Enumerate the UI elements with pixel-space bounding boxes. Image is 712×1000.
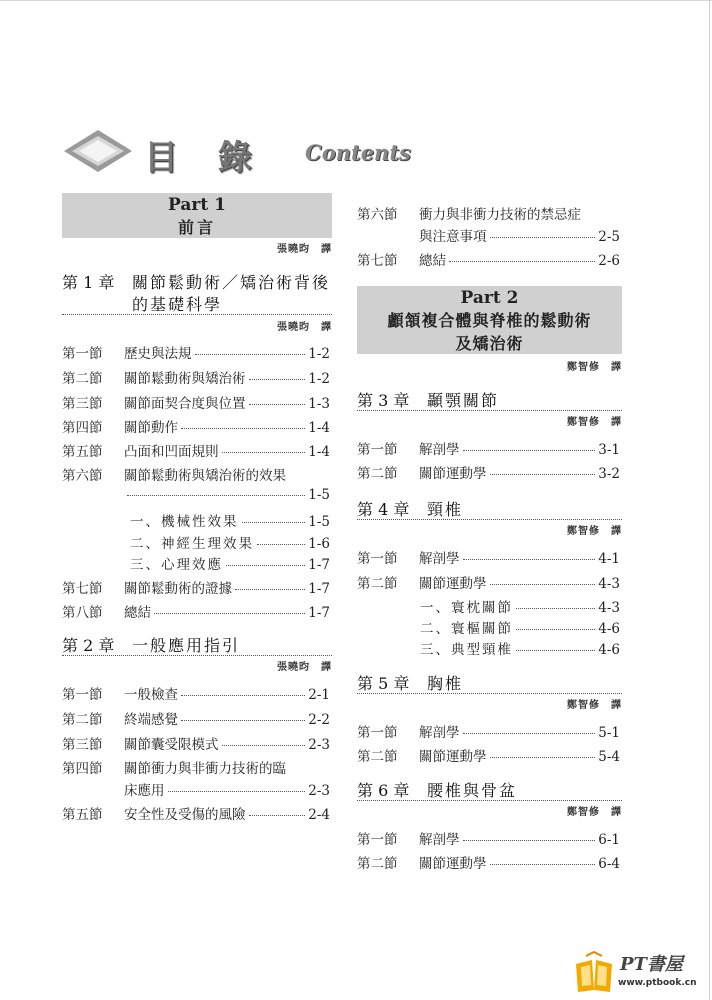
toc-subentry[interactable]: 二、神經生理效果 1-6 [130,536,330,552]
toc-entry[interactable]: 第八節 總結 1-7 [62,605,330,621]
toc-entry[interactable]: 第一節 一般檢查 2-1 [62,687,330,703]
translator: 張曉昀 譯 [277,662,332,673]
toc-entry-continuation[interactable]: 床應用 2-3 [124,783,330,799]
part-1-box [62,193,332,238]
toc-entry[interactable]: 第二節 終端感覺 2-2 [62,712,330,728]
logo-url: www.ptbook.cn [618,978,697,988]
chapter-number: 第 2 章 [62,636,115,655]
chapter-heading[interactable] [357,671,463,694]
chapter-rule [357,519,622,520]
toc-entry[interactable]: 第二節 關節運動學 6-4 [357,856,620,872]
toc-subentry[interactable]: 一、寰枕關節 4-3 [420,600,620,616]
chapter-heading[interactable] [357,497,463,520]
toc-subentry[interactable]: 二、寰樞關節 4-6 [420,621,620,637]
toc-entry[interactable]: 第一節 解剖學 4-1 [357,551,620,567]
translator: 鄭智修 譯 [567,417,622,428]
title-en: Contents [305,140,411,165]
toc-entry[interactable]: 第二節 關節運動學 4-3 [357,576,620,592]
part-label: Part 2 [460,288,519,308]
toc-entry[interactable]: 第六節 衝力與非衝力技術的禁忌症 [357,207,581,223]
logo-name: PT書屋 [620,954,683,975]
part-label: Part 1 [168,195,226,215]
toc-entry[interactable]: 第一節 解剖學 3-1 [357,442,620,458]
top-edge [0,0,712,1]
toc-entry[interactable]: 第一節 解剖學 5-1 [357,725,620,741]
chapter-heading[interactable] [62,270,330,293]
toc-entry[interactable]: 第六節 關節鬆動術與矯治術的效果 [62,468,286,484]
diamond-icon [62,128,134,174]
part-subtitle: 前言 [177,218,216,237]
chapter-number: 第 3 章 [357,391,410,410]
toc-entry[interactable]: 第四節 關節衝力與非衝力技術的臨 [62,761,286,777]
part-2-box [357,286,622,354]
chapter-title: 腰椎與骨盆 [427,781,518,800]
toc-entry[interactable]: 第三節 關節面契合度與位置 1-3 [62,396,330,412]
toc-entry[interactable]: 第四節 關節動作 1-4 [62,420,330,436]
toc-entry[interactable]: 第七節 總結 2-6 [357,253,620,269]
part-subtitle: 顱頷複合體與脊椎的鬆動術 [387,311,592,330]
chapter-number: 第 5 章 [357,674,410,693]
chapter-number: 第 4 章 [357,500,410,519]
chapter-title: 一般應用指引 [132,636,241,655]
toc-entry[interactable]: 第七節 關節鬆動術的證據 1-7 [62,581,330,597]
chapter-rule [357,693,622,694]
toc-entry-continuation[interactable]: 1-5 [124,487,330,503]
chapter-title: 頸椎 [427,500,464,519]
translator: 鄭智修 譯 [567,700,622,711]
toc-entry[interactable]: 第二節 關節鬆動術與矯治術 1-2 [62,371,330,387]
chapter-heading[interactable] [357,388,499,411]
chapter-heading[interactable] [62,633,240,656]
toc-title [62,128,411,178]
toc-entry[interactable]: 第一節 歷史與法規 1-2 [62,346,330,362]
chapter-heading[interactable] [357,778,517,801]
toc-entry[interactable]: 第二節 關節運動學 3-2 [357,466,620,482]
chapter-number: 第 6 章 [357,781,410,800]
toc-entry-continuation[interactable]: 與注意事項 2-5 [419,229,620,245]
toc-entry[interactable]: 第五節 安全性及受傷的風險 2-4 [62,807,330,823]
title-zh: 目 錄 [144,138,266,178]
book-icon [572,950,616,994]
chapter-rule [62,314,332,315]
chapter-rule [62,655,332,656]
translator: 張曉昀 譯 [277,322,332,333]
chapter-rule [357,800,622,801]
translator: 鄭智修 譯 [567,362,622,373]
toc-subentry[interactable]: 三、典型頸椎 4-6 [420,642,620,658]
chapter-title: 胸椎 [427,674,464,693]
ptbook-logo [572,950,707,995]
toc-entry[interactable]: 第三節 關節囊受限模式 2-3 [62,737,330,753]
toc-subentry[interactable]: 一、機械性效果 1-5 [130,514,330,530]
chapter-title: 顳顎關節 [427,391,500,410]
toc-entry[interactable]: 第一節 解剖學 6-1 [357,832,620,848]
page-edge [709,0,710,1000]
translator: 張曉昀 譯 [277,244,332,255]
toc-entry[interactable]: 第五節 凸面和凹面規則 1-4 [62,444,330,460]
translator: 鄭智修 譯 [567,807,622,818]
part-subtitle-line2: 及矯治術 [455,334,524,353]
chapter-title-line2: 的基礎科學 [132,295,223,314]
chapter-title: 關節鬆動術／矯治術背後 [132,273,331,292]
toc-subentry[interactable]: 三、心理效應 1-7 [130,557,330,573]
translator: 鄭智修 譯 [567,526,622,537]
chapter-rule [357,410,622,411]
chapter-number: 第 1 章 [62,273,115,292]
toc-entry[interactable]: 第二節 關節運動學 5-4 [357,749,620,765]
